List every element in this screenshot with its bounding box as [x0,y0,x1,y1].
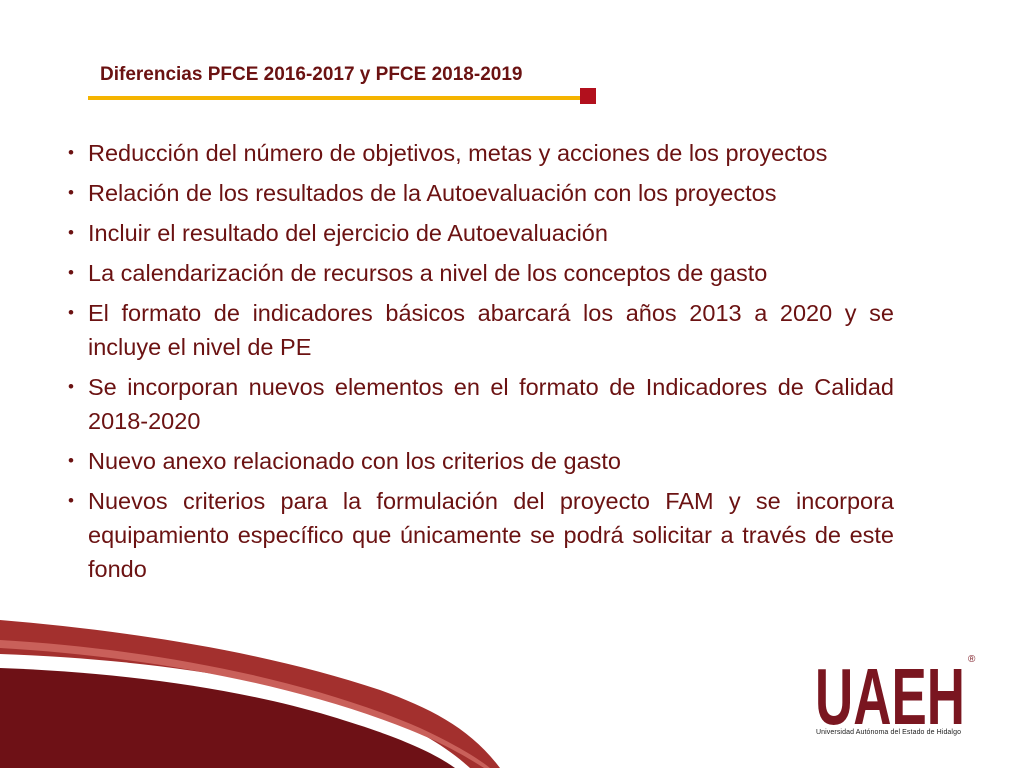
bullet-text: El formato de indicadores básicos abarcará los años 2013 a 2020 y se incluye el nivel de PE [88,300,894,360]
bullet-item [64,216,894,250]
bullet-dot-icon: • [68,263,74,282]
bullet-text: Incluir el resultado del ejercicio de Autoevaluación [88,220,608,246]
bullet-list [64,136,894,592]
bullet-item [64,444,894,478]
uaeh-logo [815,654,983,738]
title-underline [88,96,582,100]
bullet-dot-icon: • [68,451,74,470]
title-accent-square [580,88,596,104]
bullet-text: Relación de los resultados de la Autoevaluación con los proyectos [88,180,777,206]
bullet-item [64,484,894,586]
registered-mark: ® [968,654,976,665]
bullet-text: Se incorporan nuevos elementos en el formato de Indicadores de Calidad 2018-2020 [88,374,894,434]
bullet-dot-icon: • [68,143,74,162]
bullet-item [64,256,894,290]
bullet-text: Nuevos criterios para la formulación del proyecto FAM y se incorpora equipamiento específico que únicamente se podrá solicitar a través de este fondo [88,488,894,582]
slide-title: Diferencias PFCE 2016-2017 y PFCE 2018-2019 [100,64,523,85]
bullet-text: Nuevo anexo relacionado con los criterios de gasto [88,448,621,474]
bullet-dot-icon: • [68,223,74,242]
bullet-dot-icon: • [68,303,74,322]
bullet-dot-icon: • [68,377,74,396]
bullet-dot-icon: • [68,491,74,510]
logo-subtitle: Universidad Autónoma del Estado de Hidalgo [816,729,962,736]
bullet-dot-icon: • [68,183,74,202]
bullet-item [64,176,894,210]
bullet-text: Reducción del número de objetivos, metas y acciones de los proyectos [88,140,828,166]
bullet-text: La calendarización de recursos a nivel de los conceptos de gasto [88,260,768,286]
bullet-item [64,296,894,364]
bullet-item [64,370,894,438]
bullet-item [64,136,894,170]
logo-wordmark: UAEH [815,654,965,738]
